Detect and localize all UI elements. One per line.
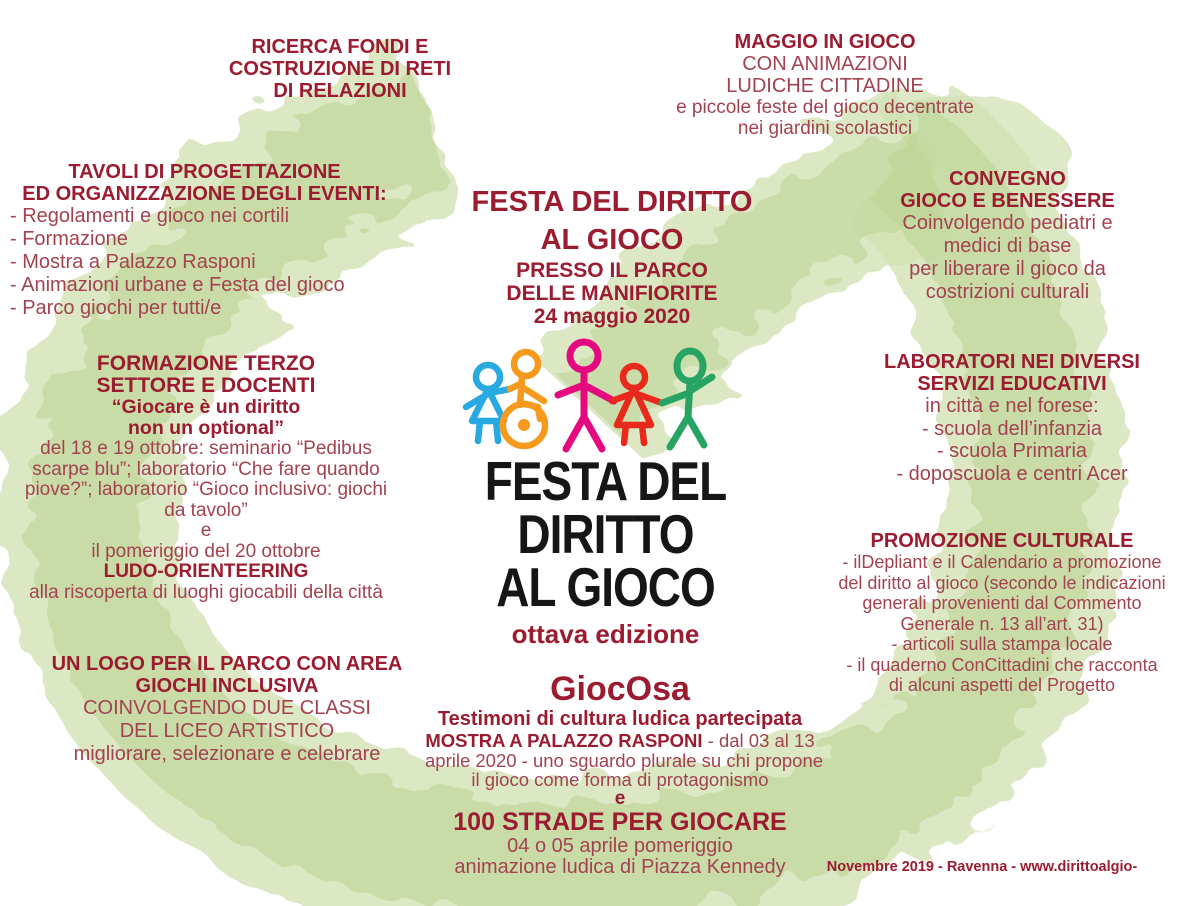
text-line: da tavolo” — [164, 499, 248, 521]
text-line: Coinvolgendo pediatri e — [902, 212, 1113, 234]
text-line: del 18 e 19 ottobre: seminario “Pedibus — [40, 438, 372, 459]
mostra-title: MOSTRA A PALAZZO RASPONI — [425, 730, 703, 751]
text-line: piove?”; laboratorio “Gioco inclusivo: giochi — [24, 479, 388, 500]
page-title-line: AL GIOCO — [540, 224, 684, 256]
section-title: TAVOLI DI PROGETTAZIONE — [68, 161, 341, 183]
section-title: FORMAZIONE TERZO — [96, 352, 316, 375]
red-child-icon — [612, 366, 662, 443]
text-line: - articoli sulla stampa locale — [891, 634, 1113, 654]
section-title: ED ORGANIZZAZIONE DEGLI EVENTI: — [22, 183, 387, 205]
section-un-logo-per-il-parco — [23, 653, 431, 766]
festa-logo-figures — [462, 336, 718, 458]
section-formazione — [2, 353, 410, 603]
list-item: - Mostra a Palazzo Rasponi — [10, 251, 256, 273]
logo-text-line: DIRITTO — [517, 503, 694, 565]
text-line: - ilDepliant e il Calendario a promozione — [842, 552, 1162, 572]
text-line: e — [200, 520, 212, 541]
section-title: MAGGIO IN GIOCO — [734, 31, 916, 53]
section-title-line: RICERCA FONDI E — [251, 36, 429, 58]
green-child-icon — [662, 351, 712, 447]
section-title: SETTORE E DOCENTI — [96, 374, 316, 397]
text-line: e — [614, 787, 626, 809]
text-line: DEL LICEO ARTISTICO — [119, 720, 335, 742]
list-item: - Parco giochi per tutti/e — [10, 297, 222, 319]
section-laboratori — [858, 352, 1166, 485]
section-title: GIOCO E BENESSERE — [900, 190, 1115, 212]
text-line: CON ANIMAZIONI — [742, 53, 908, 75]
text-line: nei giardini scolastici — [737, 118, 913, 139]
footer-credits: Novembre 2019 - Ravenna - www.dirittoalgio- — [826, 859, 1138, 875]
section-title: UN LOGO PER IL PARCO CON AREA — [51, 653, 403, 675]
text-line: animazione ludica di Piazza Kennedy — [454, 855, 786, 878]
text-span: - dal 03 al 13 — [702, 730, 815, 751]
text-line: COINVOLGENDO DUE CLASSI — [83, 697, 371, 719]
section-title: GIOCHI INCLUSIVA — [135, 675, 319, 697]
text-line: del diritto al gioco (secondo le indicazioni — [838, 572, 1166, 593]
text-line: alla riscoperta di luoghi giocabili della città — [29, 581, 383, 603]
section-ricerca-fondi — [185, 36, 495, 102]
edition-label: ottava edizione — [511, 619, 700, 649]
text-line: generali provenienti dal Commento — [862, 593, 1142, 613]
orange-wheelchair-child-icon — [503, 352, 545, 446]
text-line — [425, 731, 815, 751]
list-item: - Formazione — [10, 228, 128, 250]
logo-text-line: FESTA DEL — [484, 450, 727, 512]
section-title: LABORATORI NEI DIVERSI — [884, 351, 1140, 373]
text-line: scarpe blu”; laboratorio “Che fare quando — [32, 458, 380, 480]
event-date: 24 maggio 2020 — [533, 305, 691, 328]
strade-title: 100 STRADE PER GIOCARE — [453, 807, 787, 836]
subtitle-line: Testimoni di cultura ludica partecipata — [437, 708, 803, 730]
text-line: aprile 2020 - uno sguardo plurale su chi propone — [425, 749, 824, 771]
text-line: migliorare, selezionare e celebrare — [73, 743, 381, 765]
section-title: CONVEGNO — [949, 168, 1066, 190]
subtitle-line: PRESSO IL PARCO — [516, 259, 708, 282]
text-line: - il quaderno ConCittadini che racconta — [846, 654, 1158, 675]
list-item: - scuola Primaria — [936, 440, 1088, 462]
section-title-line: COSTRUZIONE DI RETI — [228, 58, 452, 80]
text-line: in città e nel forese: — [925, 395, 1099, 417]
section-convegno — [855, 168, 1160, 304]
festa-logo-wordmark — [448, 450, 763, 649]
section-promozione-culturale — [828, 530, 1176, 696]
text-line: il pomeriggio del 20 ottobre — [91, 540, 321, 562]
logo-text-line: AL GIOCO — [496, 556, 715, 618]
quote-line: non un optional” — [128, 417, 284, 439]
text-line: LUDICHE CITTADINE — [726, 75, 924, 97]
section-maggio-in-gioco — [645, 31, 1005, 139]
section-title: PROMOZIONE CULTURALE — [870, 530, 1134, 552]
text-line: medici di base — [943, 235, 1072, 257]
text-line: per liberare il gioco da — [909, 258, 1106, 280]
magenta-child-icon — [558, 342, 614, 449]
section-title-line: DI RELAZIONI — [273, 80, 407, 102]
text-line: Generale n. 13 all’art. 31) — [900, 613, 1104, 634]
section-title: GiocOsa — [550, 670, 690, 708]
ludo-orienteering-title: LUDO-ORIENTEERING — [103, 561, 309, 582]
text-line: e piccole feste del gioco decentrate — [676, 97, 974, 118]
list-item: - Regolamenti e gioco nei cortili — [10, 205, 290, 227]
section-tavoli-di-progettazione — [2, 161, 407, 320]
list-item: - doposcuola e centri Acer — [896, 462, 1128, 485]
text-line: il gioco come forma di protagonismo — [471, 769, 769, 790]
section-giocosa — [425, 670, 824, 878]
subtitle-line: DELLE MANIFIORITE — [506, 282, 718, 305]
text-line: di alcuni aspetti del Progetto — [888, 675, 1116, 695]
text-line: 04 o 05 aprile pomeriggio — [507, 834, 733, 857]
section-festa-heading — [438, 183, 786, 328]
section-title: SERVIZI EDUCATIVI — [917, 372, 1107, 395]
list-item: - scuola dell’infanzia — [921, 417, 1103, 440]
quote-line: “Giocare è un diritto — [111, 396, 301, 418]
text-line: costrizioni culturali — [925, 281, 1090, 303]
page-title-line: FESTA DEL DIRITTO — [471, 186, 753, 218]
list-item: - Animazioni urbane e Festa del gioco — [10, 274, 345, 296]
